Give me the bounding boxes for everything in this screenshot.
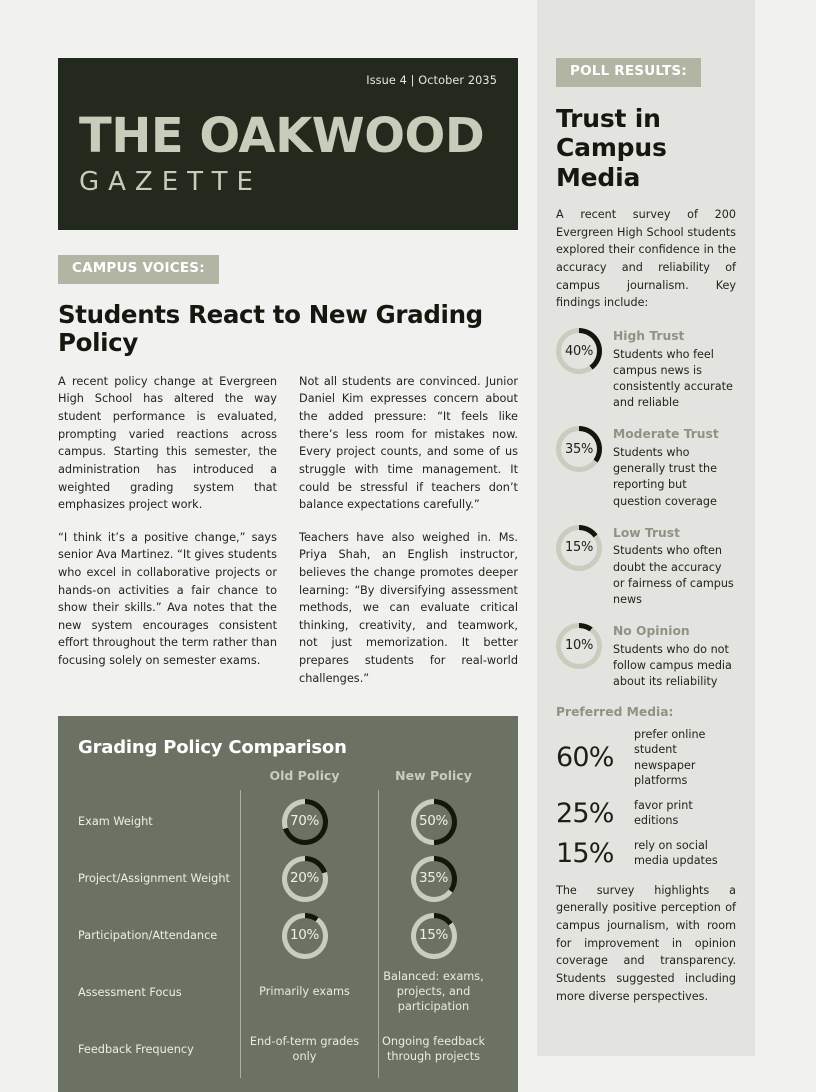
donut-center: [287, 918, 323, 954]
donut-gauge: [282, 856, 328, 902]
masthead-title: THE OAKWOOD: [79, 108, 485, 164]
comparison-row-label: Feedback Frequency: [78, 1043, 194, 1057]
donut-center: [287, 861, 323, 897]
article-paragraph: A recent policy change at Evergreen High School has altered the way student performance is evaluated, prompting varied reactions across campus. Starting this semester, the administration has introduced a weighted grading system that emphasizes project work.: [58, 374, 277, 512]
donut-value-label: 35%: [418, 869, 449, 886]
donut-gauge: [411, 799, 457, 845]
preferred-media-percent: 60%: [556, 742, 614, 774]
campus-voices-badge: CAMPUS VOICES:: [58, 255, 219, 284]
preferred-media-item: [556, 798, 736, 829]
comparison-grid: [78, 768, 498, 1078]
comparison-cell: Ongoing feedback through projects: [381, 1034, 486, 1063]
comparison-cell: [369, 793, 498, 850]
poll-item-text: [613, 328, 736, 411]
poll-item-description: Students who feel campus news is consistently accurate and reliable: [613, 347, 733, 410]
poll-item-label: Moderate Trust: [613, 427, 719, 442]
donut-gauge: [282, 799, 328, 845]
poll-item-text: [613, 426, 736, 509]
donut-center: [287, 804, 323, 840]
donut-center: [561, 628, 597, 664]
preferred-media-percent: 15%: [556, 837, 614, 869]
donut-value-label: 15%: [565, 540, 593, 556]
article-headline: Students React to New Grading Policy: [58, 299, 483, 357]
donut-value-label: 50%: [418, 812, 449, 829]
sidebar-title-line2: Campus Media: [556, 133, 667, 192]
poll-item: [556, 623, 736, 690]
comparison-row-label: Project/Assignment Weight: [78, 872, 230, 886]
comparison-row-label: Exam Weight: [78, 815, 153, 829]
donut-gauge: [556, 525, 602, 571]
article-column-right: [299, 373, 518, 702]
preferred-media-description: rely on social media updates: [634, 838, 718, 868]
donut-center: [561, 333, 597, 369]
comparison-row-label: Participation/Attendance: [78, 929, 218, 943]
donut-gauge: [411, 913, 457, 959]
poll-item: [556, 328, 736, 411]
issue-line: Issue 4 | October 2035: [366, 74, 497, 87]
donut-center: [416, 918, 452, 954]
donut-gauge: [556, 328, 602, 374]
poll-item-description: Students who do not follow campus media about its reliability: [613, 642, 732, 688]
preferred-media-item: [556, 838, 736, 869]
comparison-cell: Balanced: exams, projects, and participation: [383, 970, 484, 1014]
column-divider-1: [240, 790, 241, 1078]
poll-results-badge: POLL RESULTS:: [556, 58, 701, 87]
donut-center: [561, 530, 597, 566]
donut-value-label: 10%: [565, 638, 593, 654]
preferred-media-list: [556, 727, 736, 869]
comparison-table: [58, 716, 518, 1092]
poll-list: [556, 328, 736, 690]
article-paragraph: Teachers have also weighed in. Ms. Priya Shah, an English instructor, believes the change promotes deeper learning: “By diversifying assessment methods, we can evaluate critical thinking, creativity, and teamwork, not just memorization. It better prepares students for real-world challenges.”: [299, 530, 518, 685]
preferred-media-description: favor print editions: [634, 798, 693, 828]
main-column: [58, 58, 518, 1092]
preferred-media-item: [556, 727, 736, 789]
donut-value-label: 35%: [565, 441, 593, 457]
sidebar-title-line1: Trust in: [556, 103, 661, 133]
donut-gauge: [556, 623, 602, 669]
article-column-left: [58, 373, 277, 702]
poll-item-label: No Opinion: [613, 623, 690, 638]
poll-item: [556, 426, 736, 509]
donut-value-label: 20%: [289, 869, 320, 886]
poll-item: [556, 525, 736, 608]
comparison-cell: End-of-term grades only: [249, 1034, 360, 1063]
column-divider-2: [378, 790, 379, 1078]
poll-item-description: Students who often doubt the accuracy or fairness of campus news: [613, 544, 734, 606]
article-paragraph: Not all students are convinced. Junior Daniel Kim expresses concern about the added pressure: “It feels like there’s less room for mistakes now. Every project counts, and some of us struggle with time management. It could be stressful if teachers don’t balance expectations carefully.”: [299, 374, 518, 512]
sidebar-intro: A recent survey of 200 Evergreen High School students explored their confidence in the accuracy and reliability of campus journalism. Key findings include:: [556, 208, 736, 310]
campus-voices-badge-wrap: [58, 255, 518, 284]
donut-value-label: 40%: [565, 343, 593, 359]
donut-value-label: 15%: [418, 926, 449, 943]
donut-center: [416, 861, 452, 897]
comparison-col-header: New Policy: [395, 768, 472, 784]
poll-item-text: [613, 623, 736, 690]
comparison-row-label: Assessment Focus: [78, 986, 182, 1000]
donut-gauge: [556, 426, 602, 472]
preferred-media-title: Preferred Media:: [556, 705, 674, 719]
comparison-cell: [240, 850, 369, 907]
comparison-cell: [240, 907, 369, 964]
comparison-cell: [240, 793, 369, 850]
donut-gauge: [282, 913, 328, 959]
poll-sidebar: [537, 0, 755, 1056]
comparison-cell: [369, 850, 498, 907]
comparison-title: Grading Policy Comparison: [78, 737, 347, 759]
poll-item-label: Low Trust: [613, 525, 680, 540]
poll-item-text: [613, 525, 736, 608]
sidebar-title: [556, 104, 736, 193]
comparison-col-header: Old Policy: [269, 768, 340, 784]
donut-value-label: 10%: [289, 926, 320, 943]
poll-item-description: Students who generally trust the reporting but question coverage: [613, 446, 718, 508]
preferred-media-percent: 25%: [556, 797, 614, 829]
masthead: [58, 58, 518, 230]
comparison-cell: [369, 907, 498, 964]
preferred-media-description: prefer online student newspaper platforms: [634, 728, 706, 788]
donut-gauge: [411, 856, 457, 902]
article-body: [58, 373, 518, 702]
masthead-subtitle: GAZETTE: [79, 167, 262, 197]
comparison-cell: Primarily exams: [259, 985, 350, 999]
poll-item-label: High Trust: [613, 329, 685, 344]
article-paragraph: “I think it’s a positive change,” says senior Ava Martinez. “It gives students who excel in collaborative projects or hands-on activities a fair chance to show their skills.” Ava notes that the new system encourages consistent effort throughout the term rather than focusing solely on semester exams.: [58, 530, 277, 667]
donut-value-label: 70%: [289, 812, 320, 829]
comparison-col-blank: [78, 768, 240, 793]
donut-center: [561, 431, 597, 467]
donut-center: [416, 804, 452, 840]
sidebar-outro: The survey highlights a generally positive perception of campus journalism, with room for improvement in opinion coverage and transparency. Students suggested including more diverse perspectives.: [556, 883, 736, 1003]
